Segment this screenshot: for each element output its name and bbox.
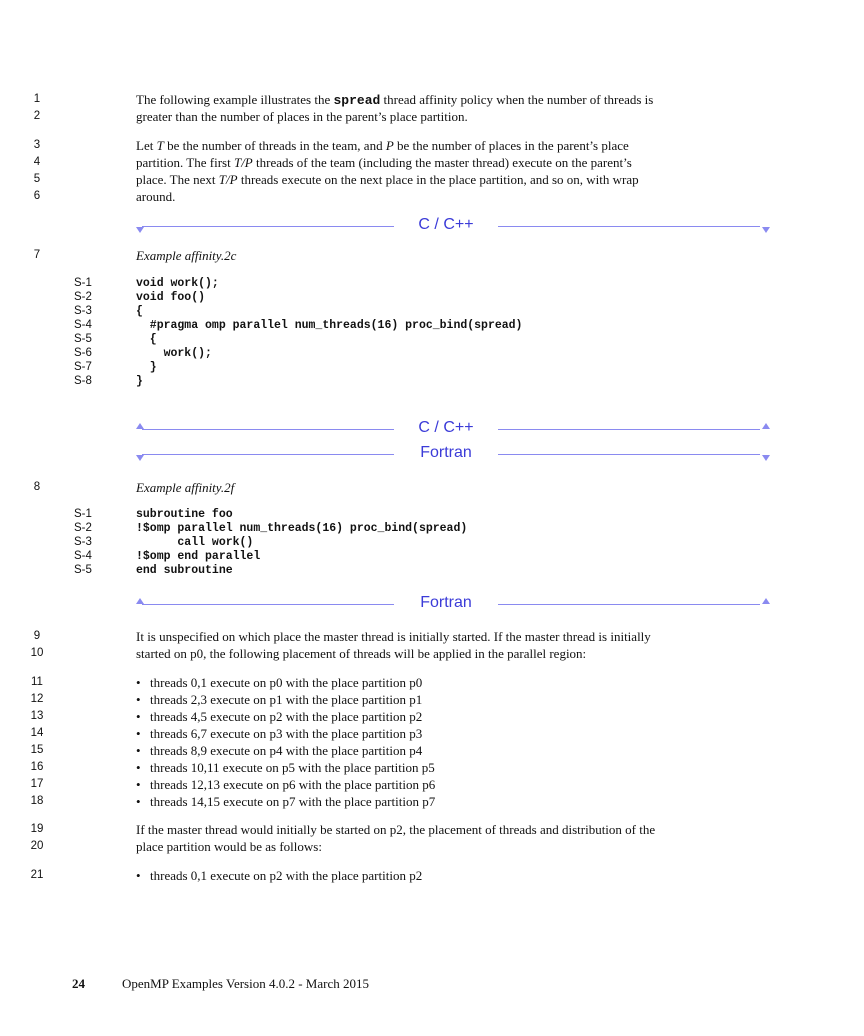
list-item — [136, 709, 422, 725]
text: threads of the team (including the master thread) execute on the parent’s — [252, 155, 632, 170]
text: be the number of threads in the team, and — [163, 138, 386, 153]
divider — [142, 454, 394, 455]
paragraph-4-line-1: If the master thread would initially be started on p2, the placement of threads and distribution of the — [136, 822, 656, 837]
list-item — [136, 868, 422, 884]
bullet-icon: • — [136, 777, 141, 792]
seq-number: S-1 — [74, 277, 92, 289]
lang-label: Fortran — [420, 444, 472, 461]
line-number: 6 — [33, 190, 41, 202]
divider — [142, 429, 394, 430]
paragraph-1-line-1 — [136, 92, 653, 108]
triangle-down-icon — [762, 455, 770, 461]
text: threads execute on the next place in the place partition, and so on, with wrap — [237, 172, 639, 187]
code-line: void foo() — [136, 291, 206, 304]
line-number: 8 — [33, 481, 41, 493]
lang-label: C / C++ — [418, 419, 474, 436]
seq-number: S-4 — [74, 550, 92, 562]
line-number: 3 — [33, 139, 41, 151]
text: be the number of places in the parent’s place — [393, 138, 629, 153]
line-number: 10 — [30, 647, 44, 659]
triangle-down-icon — [136, 455, 144, 461]
paragraph-4-line-2: place partition would be as follows: — [136, 839, 322, 854]
code-line: } — [136, 375, 143, 388]
var-tp: T/P — [218, 172, 238, 187]
code-line: !$omp end parallel — [136, 550, 261, 563]
seq-number: S-3 — [74, 305, 92, 317]
code-line: void work(); — [136, 277, 219, 290]
list-item — [136, 777, 435, 793]
var-tp: T/P — [233, 155, 253, 170]
code-line: } — [136, 361, 157, 374]
divider — [498, 226, 760, 227]
line-number: 4 — [33, 156, 41, 168]
code-line: { — [136, 305, 143, 318]
seq-number: S-7 — [74, 361, 92, 373]
seq-number: S-3 — [74, 536, 92, 548]
paragraph-1-line-2: greater than the number of places in the parent’s place partition. — [136, 109, 468, 124]
line-number: 16 — [30, 761, 44, 773]
text: place. The next — [136, 172, 219, 187]
seq-number: S-6 — [74, 347, 92, 359]
line-number: 9 — [33, 630, 41, 642]
list-item — [136, 726, 422, 742]
paragraph-3-line-1: It is unspecified on which place the master thread is initially started. If the master thread is initially — [136, 629, 651, 644]
line-number: 1 — [33, 93, 41, 105]
triangle-down-icon — [136, 227, 144, 233]
code-line: call work() — [136, 536, 254, 549]
line-number: 15 — [30, 744, 44, 756]
seq-number: S-5 — [74, 564, 92, 576]
line-number: 13 — [30, 710, 44, 722]
list-item — [136, 760, 435, 776]
seq-number: S-1 — [74, 508, 92, 520]
seq-number: S-5 — [74, 333, 92, 345]
paragraph-2-line-3 — [136, 172, 639, 188]
c-cpp-begin-bar — [136, 218, 772, 234]
text: threads 4,5 execute on p2 with the place partition p2 — [150, 709, 423, 724]
list-item — [136, 743, 422, 759]
text: thread affinity policy when the number of threads is — [380, 92, 654, 107]
paragraph-2-line-2 — [136, 155, 632, 171]
seq-number: S-2 — [74, 291, 92, 303]
triangle-up-icon — [762, 598, 770, 604]
bullet-icon: • — [136, 760, 141, 775]
triangle-down-icon — [762, 227, 770, 233]
lang-label: C / C++ — [418, 216, 474, 233]
paragraph-2-line-4: around. — [136, 189, 176, 204]
list-item — [136, 692, 422, 708]
line-number: 17 — [30, 778, 44, 790]
line-number: 14 — [30, 727, 44, 739]
c-cpp-end-bar — [136, 421, 772, 437]
list-item — [136, 794, 435, 810]
text: Let — [136, 138, 157, 153]
line-number: 2 — [33, 110, 41, 122]
text: threads 6,7 execute on p3 with the place partition p3 — [150, 726, 423, 741]
var-t: T — [156, 138, 164, 153]
paragraph-2-line-1 — [136, 138, 629, 154]
code-line: { — [136, 333, 157, 346]
paragraph-3-line-2: started on p0, the following placement of threads will be applied in the parallel region: — [136, 646, 587, 661]
line-number: 11 — [31, 676, 43, 688]
text: threads 0,1 execute on p2 with the place partition p2 — [150, 868, 423, 883]
line-number: 5 — [33, 173, 41, 185]
bullet-icon: • — [136, 743, 141, 758]
code-line: !$omp parallel num_threads(16) proc_bind(spread) — [136, 522, 468, 535]
fortran-begin-bar — [136, 446, 772, 462]
divider — [498, 454, 760, 455]
code-line: #pragma omp parallel num_threads(16) proc_bind(spread) — [136, 319, 523, 332]
text: The following example illustrates the — [136, 92, 334, 107]
bullet-icon: • — [136, 868, 141, 883]
triangle-up-icon — [762, 423, 770, 429]
divider — [498, 429, 760, 430]
text: threads 14,15 execute on p7 with the place partition p7 — [150, 794, 436, 809]
text: threads 0,1 execute on p0 with the place partition p0 — [150, 675, 423, 690]
seq-number: S-2 — [74, 522, 92, 534]
seq-number: S-4 — [74, 319, 92, 331]
bullet-icon: • — [136, 794, 141, 809]
bullet-icon: • — [136, 709, 141, 724]
text: threads 8,9 execute on p4 with the place partition p4 — [150, 743, 423, 758]
text: threads 12,13 execute on p6 with the place partition p6 — [150, 777, 436, 792]
divider — [498, 604, 760, 605]
footer-text: OpenMP Examples Version 4.0.2 - March 2015 — [122, 976, 369, 991]
fortran-end-bar — [136, 596, 772, 612]
line-number: 20 — [30, 840, 44, 852]
line-number: 18 — [30, 795, 44, 807]
var-p: P — [385, 138, 394, 153]
code-line: work(); — [136, 347, 212, 360]
text: partition. The first — [136, 155, 234, 170]
code-line: end subroutine — [136, 564, 233, 577]
bullet-icon: • — [136, 726, 141, 741]
bullet-icon: • — [136, 675, 141, 690]
list-item — [136, 675, 422, 691]
divider — [142, 226, 394, 227]
line-number: 21 — [30, 869, 44, 881]
seq-number: S-8 — [74, 375, 92, 387]
line-number: 19 — [30, 823, 44, 835]
text: threads 10,11 execute on p5 with the place partition p5 — [150, 760, 435, 775]
example-title: Example affinity.2c — [136, 248, 237, 263]
page-number: 24 — [72, 976, 85, 991]
example-title: Example affinity.2f — [136, 480, 235, 495]
line-number: 7 — [33, 249, 41, 261]
bullet-icon: • — [136, 692, 141, 707]
lang-label: Fortran — [420, 594, 472, 611]
divider — [142, 604, 394, 605]
line-number: 12 — [30, 693, 44, 705]
text: threads 2,3 execute on p1 with the place partition p1 — [150, 692, 423, 707]
keyword-spread: spread — [333, 93, 381, 108]
code-line: subroutine foo — [136, 508, 233, 521]
